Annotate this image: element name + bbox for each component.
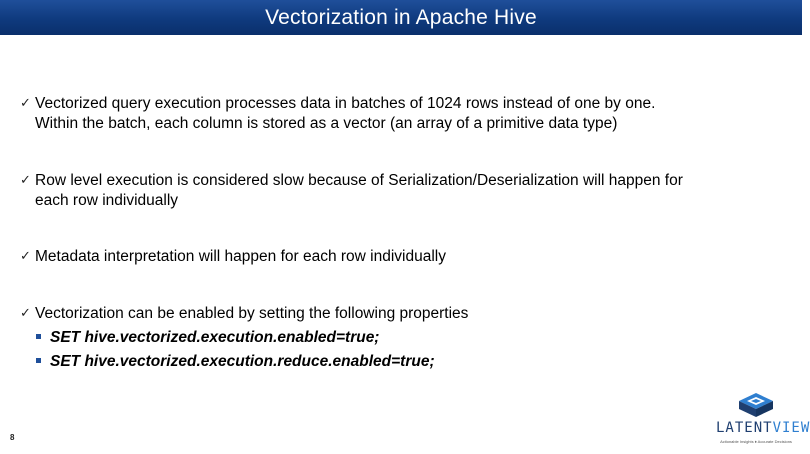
bullet-line: Within the batch, each column is stored as a vector (an array of a primitive data type) (35, 115, 618, 132)
sub-bullet-item (20, 327, 790, 348)
bullet-item (20, 171, 790, 211)
bullet-item (20, 94, 790, 134)
slide-title: Vectorization in Apache Hive (265, 5, 537, 29)
latentview-logo (716, 392, 810, 450)
logo-wordmark (716, 420, 810, 436)
sub-bullet-text: SET hive.vectorized.execution.reduce.enabled=true; (50, 353, 435, 370)
checkmark-icon: ✓ (20, 306, 31, 321)
bullet-line: Row level execution is considered slow because of Serialization/Deserialization will happen for (35, 172, 683, 189)
logo-emblem-icon (735, 392, 777, 418)
bullet-item (20, 247, 790, 267)
title-bar (0, 0, 802, 35)
bullet-line: each row individually (35, 192, 179, 209)
checkmark-icon: ✓ (20, 96, 31, 111)
bullet-line: Vectorized query execution processes data in batches of 1024 rows instead of one by one. (35, 95, 656, 112)
bullet-item (20, 304, 790, 324)
square-bullet-icon (36, 334, 41, 339)
sub-bullet-item (20, 351, 790, 372)
sub-bullet-text: SET hive.vectorized.execution.enabled=true; (50, 329, 380, 346)
logo-wordmark-accent: VIEW (772, 420, 810, 436)
checkmark-icon: ✓ (20, 249, 31, 264)
square-bullet-icon (36, 358, 41, 363)
bullet-line: Metadata interpretation will happen for each row individually (35, 248, 446, 265)
logo-wordmark-main: LATENT (716, 420, 773, 436)
page-number: 8 (10, 433, 15, 442)
bullet-list (20, 94, 790, 372)
checkmark-icon: ✓ (20, 173, 31, 188)
bullet-line: Vectorization can be enabled by setting the following properties (35, 305, 469, 322)
logo-tagline: Actionable Insights ♦ Accurate Decisions (720, 439, 792, 444)
